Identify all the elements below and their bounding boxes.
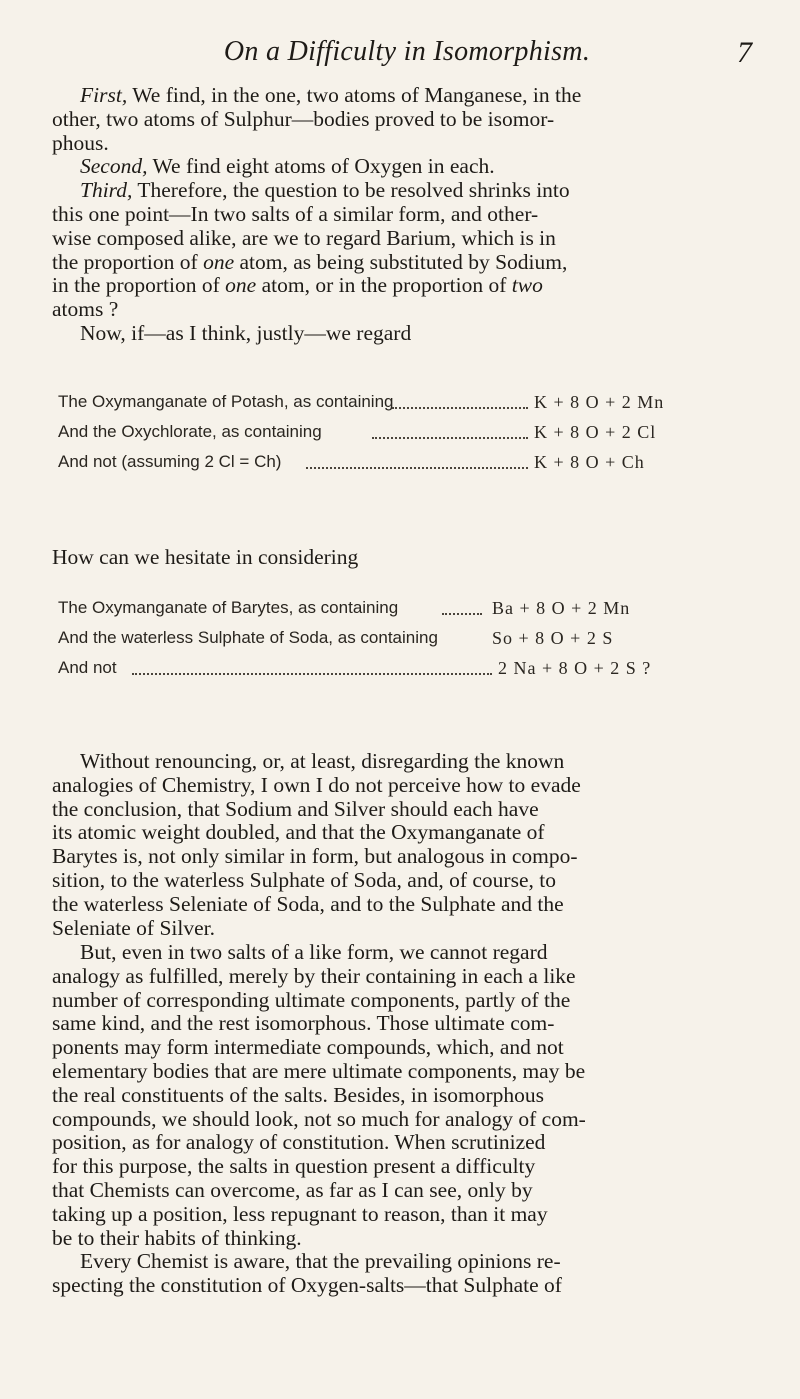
dotted-leader xyxy=(442,609,482,615)
formula: Ba + 8 O + 2 Mn xyxy=(492,598,631,618)
formula: K + 8 O + 2 Mn xyxy=(534,392,665,412)
text-line: taking up a position, less repugnant to reason, than it may xyxy=(52,1201,548,1226)
text-line: for this purpose, the salts in question present a difficulty xyxy=(52,1154,536,1179)
page-number: 7 xyxy=(737,36,752,69)
formula: 2 Na + 8 O + 2 S ? xyxy=(498,658,652,678)
formula-row xyxy=(52,628,772,658)
how-line: How can we hesitate in considering xyxy=(52,545,359,569)
text-line: the proportion of one atom, as being substituted by Sodium, xyxy=(52,249,568,274)
formula-table-2 xyxy=(52,598,772,688)
text-line: analogies of Chemistry, I own I do not perceive how to evade xyxy=(52,772,581,797)
third-label: Third, xyxy=(80,178,133,203)
text-line: Without renouncing, or, at least, disregarding the known xyxy=(80,749,565,773)
text-line: compounds, we should look, not so much for analogy of com- xyxy=(52,1106,586,1131)
text-line: ponents may form intermediate compounds, which, and not xyxy=(52,1035,564,1060)
formula-label: And not (assuming 2 Cl = Ch) xyxy=(58,452,282,471)
dotted-leader xyxy=(132,669,492,675)
page-header xyxy=(52,36,762,72)
text-line: wise composed alike, are we to regard Barium, which is in xyxy=(52,225,556,250)
text-line: the real constituents of the salts. Besides, in isomorphous xyxy=(52,1082,545,1107)
text-line: elementary bodies that are mere ultimate components, may be xyxy=(52,1058,586,1083)
formula-table-1 xyxy=(52,392,772,482)
text-line: the conclusion, that Sodium and Silver should each have xyxy=(52,796,539,821)
text-line: be to their habits of thinking. xyxy=(52,1225,302,1250)
paragraph-2 xyxy=(52,941,767,1250)
text-line: the waterless Seleniate of Soda, and to the Sulphate and the xyxy=(52,891,564,916)
formula-label: The Oxymanganate of Potash, as containing xyxy=(58,392,394,411)
text-line: Barytes is, not only similar in form, but analogous in compo- xyxy=(52,844,578,869)
text-line: that Chemists can overcome, as far as I can see, only by xyxy=(52,1177,533,1202)
running-title: On a Difficulty in Isomorphism. xyxy=(223,36,591,67)
formula: K + 8 O + Ch xyxy=(534,452,645,472)
formula-label: And the Oxychlorate, as containing xyxy=(58,422,322,441)
text-line: sition, to the waterless Sulphate of Soda, and, of course, to xyxy=(52,867,556,892)
text-line: analogy as fulfilled, merely by their containing in each a like xyxy=(52,963,576,988)
paragraph-1 xyxy=(52,750,767,940)
text-line: But, even in two salts of a like form, we cannot regard xyxy=(80,940,548,964)
text-line: Second, We find eight atoms of Oxygen in each. xyxy=(80,154,495,179)
first-label: First, xyxy=(80,83,128,107)
text-line: other, two atoms of Sulphur—bodies proved to be isomor- xyxy=(52,106,555,131)
text-line: this one point—In two salts of a similar form, and other- xyxy=(52,201,539,226)
formula-label: And not xyxy=(58,658,117,677)
text-line: position, as for analogy of constitution. When scrutinized xyxy=(52,1130,546,1155)
text-line: First, We find, in the one, two atoms of Manganese, in the xyxy=(80,83,582,107)
formula-row xyxy=(52,392,772,422)
intro-paragraphs xyxy=(52,84,767,346)
text-line: in the proportion of one atom, or in the proportion of two xyxy=(52,273,543,298)
dotted-leader xyxy=(306,463,528,469)
text-line: Every Chemist is aware, that the prevailing opinions re- xyxy=(80,1249,561,1273)
formula-label: And the waterless Sulphate of Soda, as containing xyxy=(58,628,438,647)
formula: K + 8 O + 2 Cl xyxy=(534,422,657,442)
second-label: Second, xyxy=(80,154,148,179)
formula-row xyxy=(52,658,772,688)
formula-row xyxy=(52,422,772,452)
text-line: its atomic weight doubled, and that the Oxymanganate of xyxy=(52,820,545,845)
text-line: specting the constitution of Oxygen-salts—that Sulphate of xyxy=(52,1272,562,1297)
text-line: atoms ? xyxy=(52,297,119,322)
formula-row xyxy=(52,452,772,482)
formula: So + 8 O + 2 S xyxy=(492,628,614,648)
text-line: same kind, and the rest isomorphous. Those ultimate com- xyxy=(52,1011,555,1036)
dotted-leader xyxy=(372,433,528,439)
formula-row xyxy=(52,598,772,628)
text-line: number of corresponding ultimate components, partly of the xyxy=(52,987,571,1012)
dotted-leader xyxy=(392,403,528,409)
paragraph-3 xyxy=(52,1250,767,1298)
formula-label: The Oxymanganate of Barytes, as containing xyxy=(58,598,399,617)
text-line: Seleniate of Silver. xyxy=(52,915,216,940)
text-line: phous. xyxy=(52,130,109,155)
text-line: Third, Therefore, the question to be resolved shrinks into xyxy=(80,178,570,203)
text-line: Now, if—as I think, justly—we regard xyxy=(80,320,412,345)
